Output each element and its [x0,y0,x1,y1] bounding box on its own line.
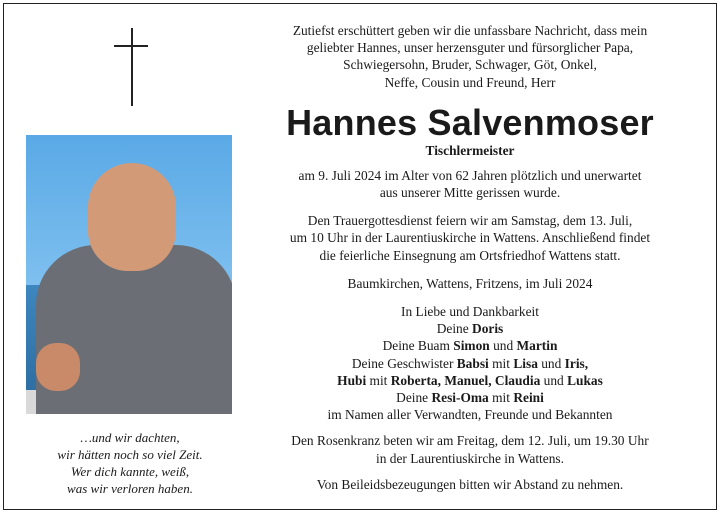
funeral-line: Den Trauergottesdienst feiern wir am Samstag, dem 13. Juli, [307,213,633,229]
obituary-card [3,3,717,510]
mourner-line: Deine Resi-Oma mit Reini [396,390,544,406]
rosary-line: Den Rosenkranz beten wir am Freitag, dem 12. Juli, um 19.30 Uhr [291,433,649,449]
intro-line: geliebter Hannes, unser herzensguter und fürsorglicher Papa, [306,40,634,56]
place-date: Baumkirchen, Wattens, Fritzens, im Juli 2024 [347,275,593,291]
rosary-line: in der Laurentiuskirche in Wattens. [376,450,564,466]
mourner-line: Deine Geschwister Babsi mit Lisa und Iris, [351,355,589,371]
quote-line: wir hätten noch so viel Zeit. [57,447,203,462]
mourner-line: Deine Doris [436,321,504,337]
funeral-line: die feierliche Einsegnung am Ortsfriedhof Wattens statt. [319,247,621,263]
portrait-photo [26,135,232,414]
intro-line: Neffe, Cousin und Freund, Herr [384,74,556,90]
obituary-text [254,22,686,493]
intro-line: Zutiefst erschüttert geben wir die unfassbare Nachricht, dass mein [292,23,648,38]
mourner-line: Deine Buam Simon und Martin [382,338,558,354]
quote-line: …und wir dachten, [80,430,180,445]
mourner-line: Hubi mit Roberta, Manuel, Claudia und Lukas [337,372,603,388]
death-line: am 9. Juli 2024 im Alter von 62 Jahren plötzlich und unerwartet [298,167,642,183]
condolence-note: Von Beileidsbezeugungen bitten wir Abstand zu nehmen. [316,476,624,492]
cross-icon [112,28,152,108]
memorial-quote [24,429,236,497]
profession: Tischlermeister [425,142,515,158]
deceased-name: Hannes Salvenmoser [286,101,654,143]
quote-line: Wer dich kannte, weiß, [70,464,190,479]
mourners-intro: In Liebe und Dankbarkeit [401,304,539,320]
mourner-line: im Namen aller Verwandten, Freunde und Bekannten [327,407,613,423]
intro-line: Schwiegersohn, Bruder, Schwager, Göt, Onkel, [343,57,597,73]
death-line: aus unserer Mitte gerissen wurde. [379,185,561,201]
funeral-line: um 10 Uhr in der Laurentiuskirche in Wattens. Anschließend findet [289,230,651,246]
quote-line: was wir verloren haben. [67,481,193,496]
